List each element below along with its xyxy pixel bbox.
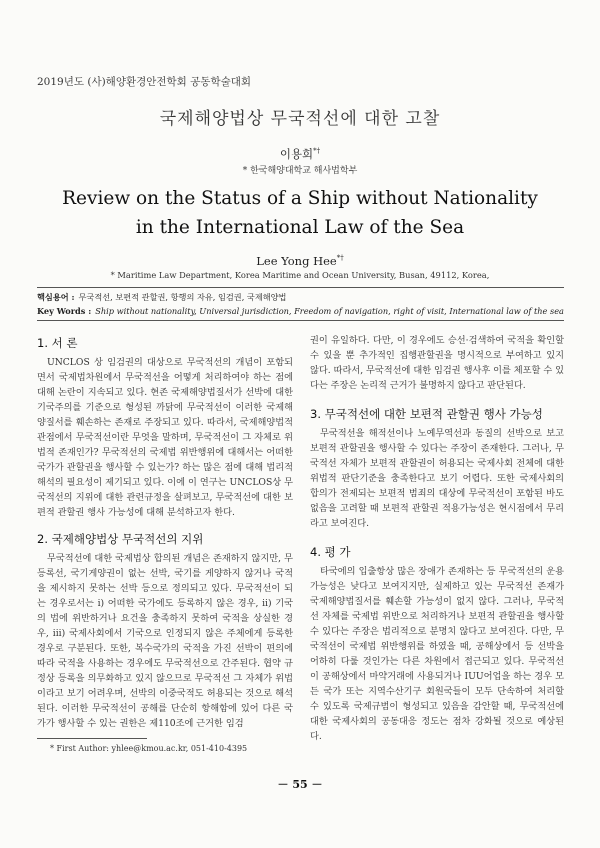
paragraph-status: 무국적선에 대한 국제법상 합의된 개념은 존재하지 않지만, 무등록선, 국기게양권이 없는 선박, 국기를 게양하지 않거나 국적을 제시하지 못하는 선박 등으로 정의되고 있다. 무국적선이 되는 경우로서는 i) 어떠한 국가에도 등록하지 않은 경우, ii) 기국의 법에 위반하거나 요건을 충족하지 못하여 국적을 상실한 경우, iii) 국제사회에서 기국으로 인정되지 않은 주체에게 등록한 경우로 구분된다. 또한, 복수국가의 국적을 가진 선박이 편의에 따라 국적을 사용하는 경우에도 무국적선으로 간주된다. 협약 규정상 등록을 의무화하고 있지 않으므로 무국적선 그 자체가 위법이라고 보기 어려우며, 선박의 이중국적도 허용되는 것으로 해석된다. 이러한 무국적선이 공해를 단순히 항해함에 있어 다른 국가가 행사할 수 있는 권한은 제110조에 근거한 임검 <box>37 553 293 729</box>
paragraph-jurisdiction: 무국적선을 해적선이나 노예무역선과 동질의 선박으로 보고 보편적 관할권을 행사할 수 있다는 주장이 존재한다. 그러나, 무국적선 자체가 보편적 관할권이 허용되는 국제사회 전체에 대한 위법적 판단기준을 충족한다고 보기 어렵다. 또한 국제사회의 합의가 전제되는 보편적 범죄의 대상에 무국적선이 포함된 바도 없음을 고려할 때 보편적 관할권 적용가능성은 현시점에서 무리라고 보여진다. <box>310 428 564 529</box>
author-mark-en: *† <box>336 254 344 263</box>
keywords-en-label: Key Words : <box>37 306 92 316</box>
keywords-korean <box>37 292 286 303</box>
affiliation-english: * Maritime Law Department, Korea Maritime and Ocean University, Busan, 49112, Korea, <box>110 270 490 280</box>
keywords-en-text: Ship without nationality, Universal jurisdiction, Freedom of navigation, right of visit, International law of the sea <box>95 306 564 316</box>
section-heading-status: 2. 국제해양법상 무국적선의 지위 <box>37 532 204 546</box>
keywords-ko-label: 핵심용어 : <box>37 292 75 302</box>
left-column <box>37 336 293 731</box>
divider-top <box>37 287 564 288</box>
author-english <box>0 254 600 268</box>
section-heading-jurisdiction: 3. 무국적선에 대한 보편적 관할권 행사 가능성 <box>310 407 543 421</box>
author-name-ko: 이용희 <box>279 147 314 161</box>
author-name-en: Lee Yong Hee <box>256 254 337 268</box>
right-column <box>310 333 564 744</box>
conference-header: 2019년도 (사)해양환경안전학회 공동학술대회 <box>37 76 252 88</box>
footnote-first-author: * First Author: yhlee@kmou.ac.kr, 051-410-4395 <box>50 744 248 753</box>
keywords-english <box>37 306 564 316</box>
title-korean: 국제해양법상 무국적선에 대한 고찰 <box>159 109 441 129</box>
title-english-line1: Review on the Status of a Ship without Nationality <box>62 188 538 209</box>
title-english <box>0 184 600 242</box>
keywords-ko-text: 무국적선, 보편적 관할권, 항행의 자유, 임검권, 국제해양법 <box>78 292 287 302</box>
section-heading-evaluation: 4. 평 가 <box>310 545 351 559</box>
paragraph-introduction: UNCLOS 상 임검권의 대상으로 무국적선의 개념이 포함되면서 국제법차원에서 무국적선을 어떻게 처리하여야 하는 점에 대해 논란이 지속되고 있다. 현존 국제해양법질서가 선박에 대한 기국주의를 기준으로 형성된 까닭에 무국적선이 이러한 국제해양질서를 훼손하는 존재로 주장되고 있다. 따라서, 국제해양법적 관점에서 무국적선이란 무엇을 말하며, 무국적선이 그 자체로 위법적 존재인가? 무국적선의 국제법 위반행위에 대해서는 어떠한 국가가 관할권을 행사할 수 있는가? 하는 많은 점에 대해 법리적 해석의 필요성이 제기되고 있다. 이에 이 연구는 UNCLOS상 무국적선의 지위에 대한 관련규정을 살펴보고, 무국적선에 대한 보편적 관할권 행사 가능성에 대해 분석하고자 한다. <box>37 357 293 518</box>
author-mark-ko: *† <box>313 147 321 156</box>
affiliation-korean: * 한국해양대학교 해사법학부 <box>242 166 358 176</box>
section-heading-introduction: 1. 서 론 <box>37 336 78 350</box>
page-number: － 55 － <box>277 778 323 791</box>
footnote-divider <box>37 738 147 739</box>
paragraph-status-continued: 권이 유일하다. 다만, 이 경우에도 승선·검색하여 국적을 확인할 수 있을 뿐 추가적인 집행관할권을 명시적으로 부여하고 있지 않다. 따라서, 무국적선에 대한 임검권 행사후 이를 체포할 수 있다는 주장은 논리적 근거가 불명하지 않다고 판단된다. <box>310 335 565 391</box>
title-english-line2: in the International Law of the Sea <box>135 217 465 238</box>
paragraph-evaluation: 타국에의 입출항상 많은 장애가 존재하는 등 무국적선의 운용가능성은 낮다고 보여지지만, 실제하고 있는 무국적선 존재가 국제해양법질서를 훼손할 가능성이 없지 않다. 그러나, 무국적선 자체를 국제법 위반으로 처리하거나 보편적 관할권을 행사할 수 있다는 주장은 법리적으로 분명치 않다고 보여진다. 다만, 무국적선이 국제법 위반행위를 하였을 때, 공해상에서 등 선박을 어하히 다룰 것인가는 다른 차원에서 접근되고 있다. 무국적선이 공해상에서 마약거래에 사용되거나 IUU어업을 하는 경우 모든 국가 또는 지역수산기구 회원국들이 모두 단속하여 처리할 수 있도록 국제규범이 형성되고 있음을 감안할 때, 무국적선에 대한 국제사회의 공동대응 정도는 점차 강화될 것으로 예상된다. <box>310 566 564 742</box>
author-korean <box>0 146 600 162</box>
divider-bottom <box>37 320 564 321</box>
